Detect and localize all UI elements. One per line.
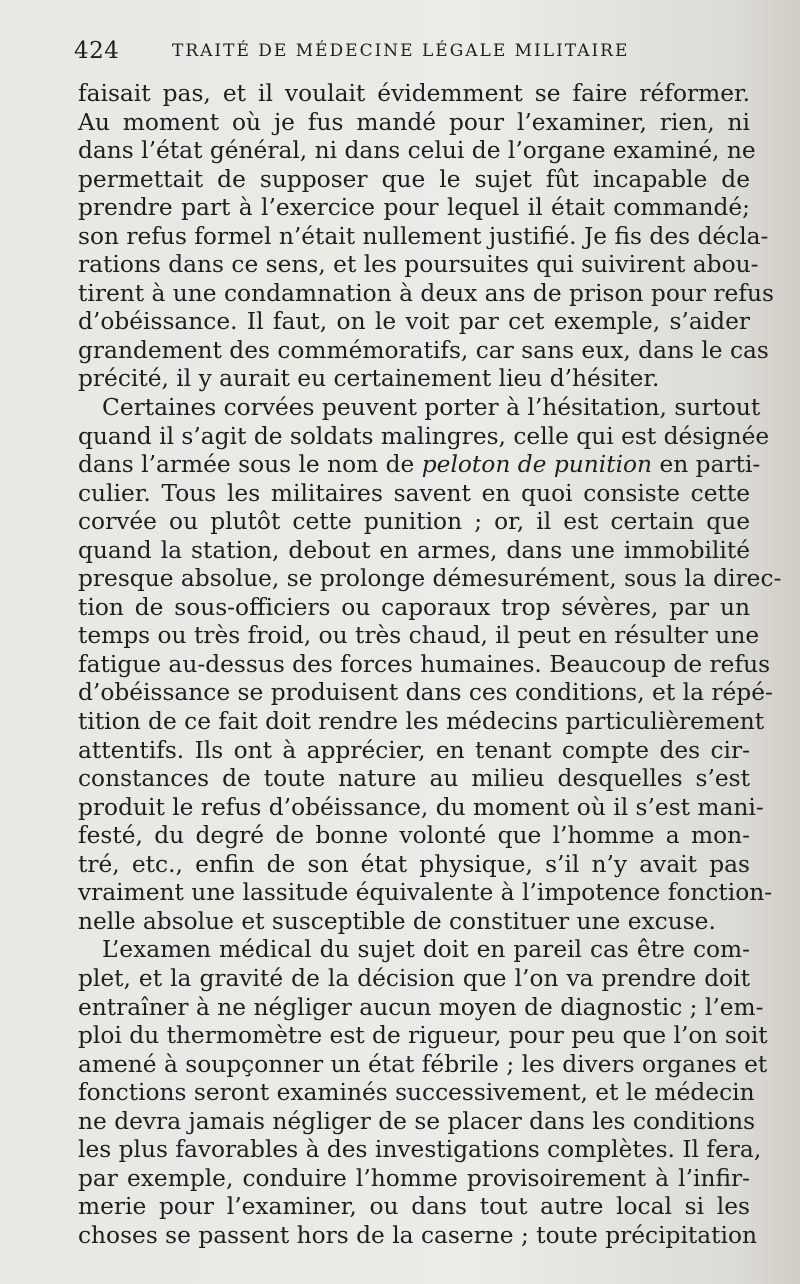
line-lead: dans l’armée sous le nom de [78, 451, 415, 479]
text-line: grandement des commémoratifs, car sans eux, dans le cas [78, 336, 769, 364]
text-line: rations dans ce sens, et les poursuites qui suivirent abou- [78, 251, 759, 279]
text-line: choses se passent hors de la caserne ; toute précipitation [78, 1221, 757, 1249]
text-line: entraîner à ne négliger aucun moyen de diagnostic ; l’em- [78, 993, 764, 1021]
text-line: les plus favorables à des investigations complètes. Il fera, [78, 1136, 762, 1164]
text-line: fonctions seront examinés successivement, et le médecin [78, 1079, 755, 1107]
text-line: ploi du thermomètre est de rigueur, pour peu que l’on soit [78, 1022, 768, 1050]
text-line: attentifs. Ils ont à apprécier, en tenant compte des cir- [78, 736, 750, 764]
text-line: tirent à une condamnation à deux ans de prison pour refus [78, 279, 774, 307]
italic-term: peloton de punition [421, 451, 653, 479]
text-line: amené à soupçonner un état fébrile ; les divers organes et [78, 1050, 768, 1078]
running-title: TRAITÉ DE MÉDECINE LÉGALE MILITAIRE [172, 41, 630, 61]
text-line: fatigue au-dessus des forces humaines. Beaucoup de refus [78, 650, 771, 678]
paragraph-start-line: L’examen médical du sujet doit en pareil cas être com- [102, 936, 750, 964]
paragraph-start-line: Certaines corvées peuvent porter à l’hésitation, surtout [102, 394, 761, 422]
text-line: corvée ou plutôt cette punition ; or, il est certain que [78, 508, 750, 536]
text-line: quand la station, debout en armes, dans une immobilité [78, 536, 750, 564]
line-tail: en parti- [659, 451, 761, 479]
text-line: faisait pas, et il voulait évidemment se faire réformer. [78, 80, 750, 107]
text-line: dans l’état général, ni dans celui de l’organe examiné, ne [78, 137, 756, 165]
text-line: prendre part à l’exercice pour lequel il était commandé; [78, 194, 750, 222]
text-line: Au moment où je fus mandé pour l’examiner, rien, ni [78, 108, 750, 136]
text-line: produit le refus d’obéissance, du moment où il s’est mani- [78, 793, 764, 821]
text-line: constances de toute nature au milieu desquelles s’est [78, 765, 750, 793]
text-line: par exemple, conduire l’homme provisoirement à l’infir- [78, 1164, 750, 1192]
body-text [78, 80, 782, 1250]
text-line: tré, etc., enfin de son état physique, s’il n’y avait pas [78, 850, 750, 878]
text-line: plet, et la gravité de la décision que l’on va prendre doit [78, 964, 750, 992]
page-header [74, 38, 754, 68]
paragraph-end-line: précité, il y aurait eu certainement lieu d’hésiter. [78, 365, 660, 393]
text-line: presque absolue, se prolonge démesurément, sous la direc- [78, 565, 782, 593]
text-line: temps ou très froid, ou très chaud, il peut en résulter une [78, 622, 760, 650]
text-line: d’obéissance. Il faut, on le voit par cet exemple, s’aider [78, 308, 750, 336]
text-line: d’obéissance se produisent dans ces conditions, et la répé- [78, 679, 773, 707]
text-line: son refus formel n’était nullement justifié. Je fis des décla- [78, 222, 769, 250]
text-line: tion de sous-officiers ou caporaux trop sévères, par un [78, 593, 750, 621]
text-line: quand il s’agit de soldats malingres, celle qui est désignée [78, 422, 770, 450]
text-line: ne devra jamais négliger de se placer dans les conditions [78, 1107, 756, 1135]
text-line: merie pour l’examiner, ou dans tout autre local si les [78, 1193, 750, 1221]
text-line: permettait de supposer que le sujet fût incapable de [78, 165, 750, 193]
text-line: tition de ce fait doit rendre les médecins particulièrement [78, 708, 765, 736]
text-line: vraiment une lassitude équivalente à l’impotence fonction- [78, 879, 773, 907]
paragraph-end-line: nelle absolue et susceptible de constituer une excuse. [78, 907, 716, 935]
text-line-with-italic [78, 451, 761, 480]
text-line: festé, du degré de bonne volonté que l’homme a mon- [78, 822, 750, 850]
text-line: culier. Tous les militaires savent en quoi consiste cette [78, 479, 750, 507]
page-number: 424 [74, 38, 120, 64]
